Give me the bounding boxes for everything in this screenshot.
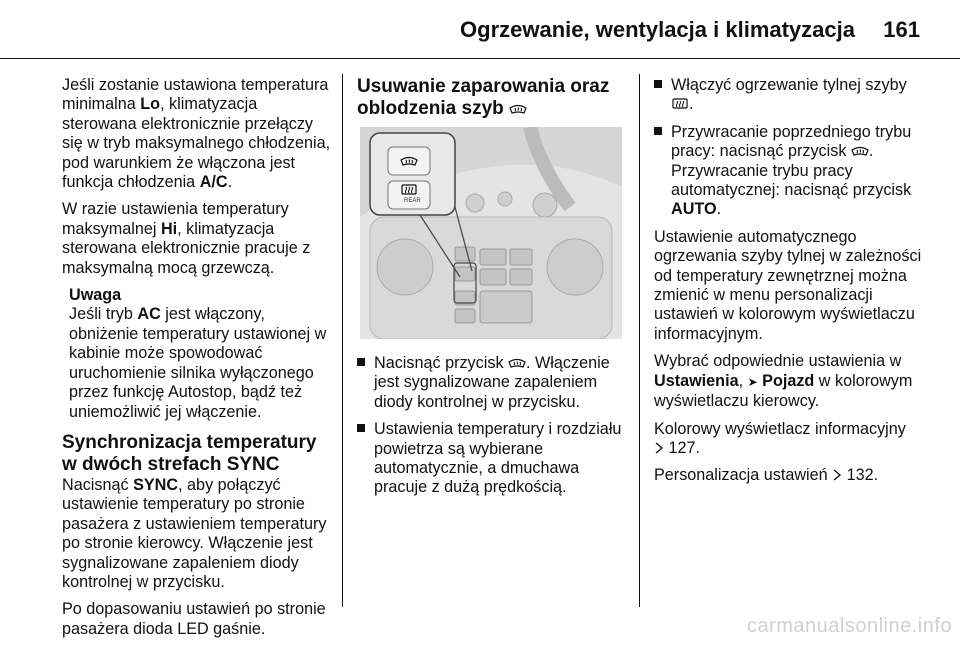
windshield-defrost-icon bbox=[508, 356, 526, 370]
note-title: Uwaga bbox=[69, 286, 122, 305]
section-heading-defrost: Usuwanie zaparowania oraz oblodzenia szyb bbox=[357, 76, 610, 119]
paragraph-lo: Jeśli zostanie ustawiona temperatura minimalna Lo, klimatyzacja sterowana elektronicznie przełączy się w tryb maksymalnego chłodzenia, pod warunkiem że włączona jest funkcja chłodzenia A/C. bbox=[62, 76, 331, 192]
rear-window-steps bbox=[654, 76, 926, 220]
rear-button-label: REAR bbox=[404, 198, 421, 204]
windshield-defrost-icon bbox=[509, 102, 527, 116]
column-1 bbox=[62, 76, 332, 647]
list-item: Nacisnąć przycisk . Włączenie jest sygnalizowane zapaleniem diody kontrolnej w przycisku. bbox=[357, 354, 627, 412]
note-box bbox=[69, 286, 332, 422]
page-reference-icon bbox=[654, 441, 664, 455]
column-divider-1 bbox=[342, 74, 343, 607]
page-title: Ogrzewanie, wentylacja i klimatyzacja bbox=[460, 17, 855, 42]
column-3 bbox=[654, 76, 926, 494]
page-header bbox=[0, 0, 960, 44]
paragraph-settings: Wybrać odpowiednie ustawienia w Ustawienia, ➤ Pojazd w kolorowym wyświetlaczu kierowcy. bbox=[654, 352, 913, 411]
column-divider-2 bbox=[639, 74, 640, 607]
control-panel-photo bbox=[360, 127, 622, 339]
paragraph-personalization-ref: Personalizacja ustawień 132. bbox=[654, 466, 879, 485]
section-heading-sync: Synchronizacja temperatury w dwóch strefach SYNC bbox=[62, 431, 317, 475]
column-2 bbox=[357, 76, 627, 120]
page-reference-icon bbox=[832, 468, 842, 482]
rear-window-heating-icon bbox=[671, 97, 689, 111]
watermark: carmanualsonline.info bbox=[746, 615, 952, 637]
defrost-steps bbox=[357, 354, 627, 498]
header-rule bbox=[0, 58, 960, 59]
column-2-list bbox=[357, 354, 627, 506]
windshield-defrost-icon bbox=[851, 144, 869, 158]
page-number: 161 bbox=[883, 17, 920, 42]
list-item: Przywracanie poprzedniego trybu pracy: nacisnąć przycisk . Przywracanie trybu pracy automatycznej: nacisnąć przycisk AUTO. bbox=[654, 123, 926, 220]
note-text: Jeśli tryb AC jest włączony, obniżenie temperatury ustawionej w kabinie może spowodować uruchomienie silnika wyłączonego przez funkcję Autostop, bądź też uniemożliwić jej włączenie. bbox=[69, 305, 327, 421]
list-item: Ustawienia temperatury i rozdziału powietrza są wybierane automatycznie, a dmuchawa pracuje z dużą prędkością. bbox=[357, 420, 627, 498]
paragraph-display-ref: Kolorowy wyświetlacz informacyjny 127. bbox=[654, 419, 906, 457]
paragraph-sync: Nacisnąć SYNC, aby połączyć ustawienie temperatury po stronie pasażera z ustawieniem temperatury po stronie kierowcy. Włączenie jest sygnalizowane zapaleniem diody kontrolnej w przycisku. bbox=[62, 475, 327, 591]
list-item: Włączyć ogrzewanie tylnej szyby . bbox=[654, 76, 926, 115]
paragraph-hi: W razie ustawienia temperatury maksymalnej Hi, klimatyzacja sterowana elektronicznie pracuje z maksymalną mocą grzewczą. bbox=[62, 200, 311, 277]
paragraph-led: Po dopasowaniu ustawień po stronie pasażera dioda LED gaśnie. bbox=[62, 600, 326, 638]
paragraph-auto-heating: Ustawienie automatycznego ogrzewania szyby tylnej w zależności od temperatury zewnętrznej można zmienić w menu personalizacji ustawień w kolorowym wyświetlaczu informacyjnym. bbox=[654, 227, 922, 343]
